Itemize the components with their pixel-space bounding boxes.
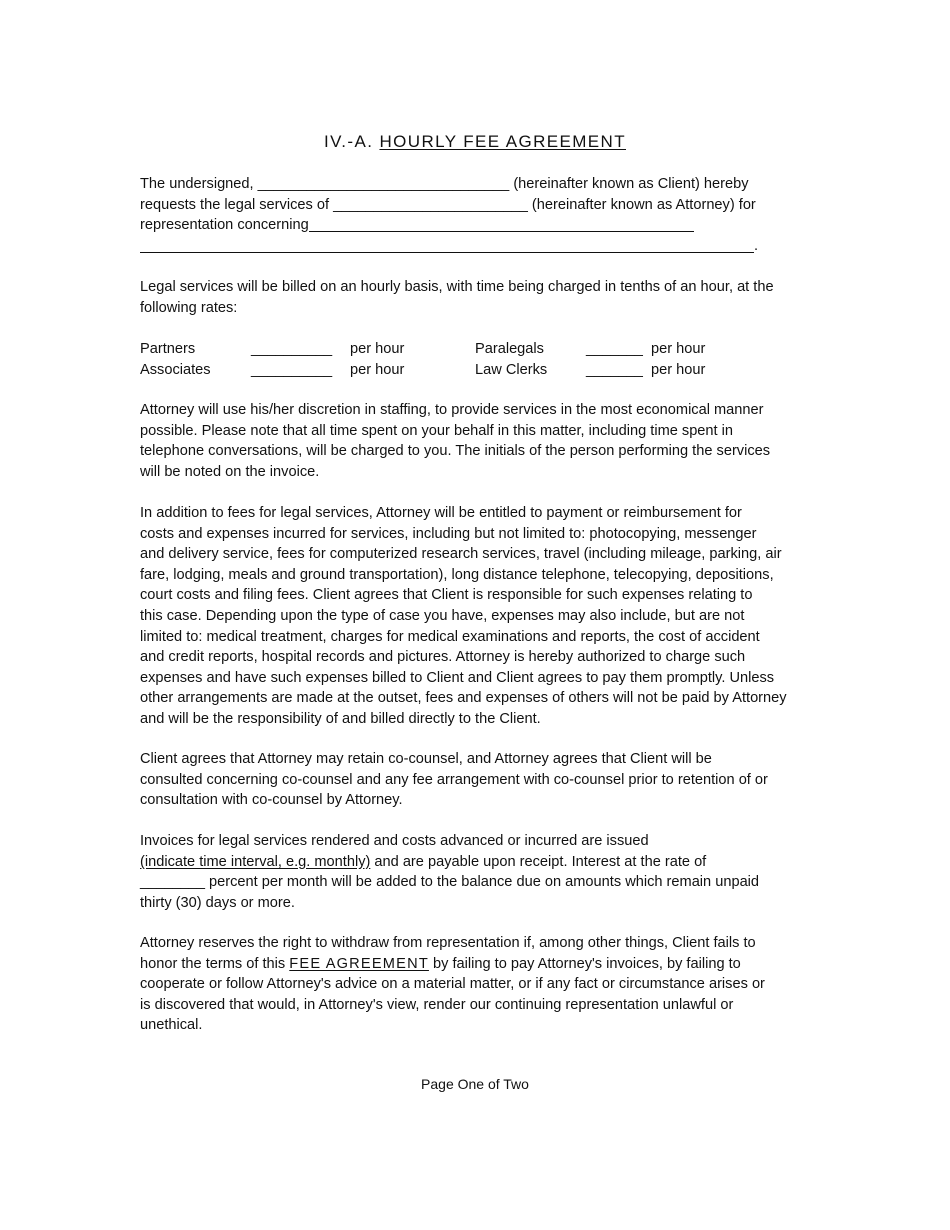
interest-rate-blank[interactable]: ________ — [140, 874, 205, 891]
intro-text: (hereinafter known as Client) hereby — [509, 176, 749, 192]
cocounsel-line: Client agrees that Attorney may retain co-counsel, and Attorney agrees that Client will be — [140, 751, 712, 767]
invoices-text: and are payable upon receipt. Interest at the rate of — [370, 853, 707, 870]
withdraw-text: honor the terms of this — [140, 955, 290, 972]
withdraw-line: is discovered that would, in Attorney's view, render our continuing representation unlawful or — [140, 996, 734, 1013]
rate-unit: per hour — [651, 341, 706, 357]
expenses-line: and will be the responsibility of and billed directly to the Client. — [140, 710, 541, 727]
rate-blank[interactable]: _______ — [586, 341, 643, 357]
title-main: HOURLY FEE AGREEMENT — [379, 132, 626, 151]
rate-role: Partners — [140, 341, 196, 357]
staffing-line: Attorney will use his/her discretion in staffing, to provide services in the most economical manner — [140, 402, 764, 418]
expenses-line: this case. Depending upon the type of case you have, expenses may also include, but are not — [140, 607, 745, 624]
staffing-line: telephone conversations, will be charged to you. The initials of the person performing the services — [140, 443, 771, 460]
expenses-line: limited to: medical treatment, charges for medical examinations and reports, the cost of accident — [140, 628, 760, 645]
intro-text: requests the legal services of — [140, 196, 334, 213]
rates-table — [140, 339, 820, 380]
cocounsel-line: consulted concerning co-counsel and any fee arrangement with co-counsel prior to retention of or — [140, 771, 768, 788]
expenses-line: expenses and have such expenses billed to Client and Client agrees to pay them promptly. Unless — [140, 669, 775, 686]
cocounsel-line: consultation with co-counsel by Attorney. — [140, 792, 403, 809]
rate-role: Associates — [140, 361, 211, 378]
rate-row — [140, 360, 820, 381]
intro-text: (hereinafter known as Attorney) for — [527, 196, 756, 213]
rate-role: Paralegals — [475, 341, 544, 357]
rate-unit: per hour — [350, 341, 405, 357]
invoices-line: thirty (30) days or more. — [140, 894, 295, 911]
staffing-paragraph — [140, 400, 815, 482]
expenses-line: In addition to fees for legal services, Attorney will be entitled to payment or reimbursement for — [140, 505, 742, 521]
fee-agreement-reference: FEE AGREEMENT — [289, 955, 429, 972]
invoices-line: Invoices for legal services rendered and costs advanced or incurred are issued — [140, 833, 649, 849]
rate-blank[interactable]: __________ — [251, 341, 333, 357]
rate-blank[interactable]: _______ — [586, 361, 643, 378]
withdraw-text: by failing to pay Attorney's invoices, by failing to — [428, 955, 741, 972]
rate-blank[interactable]: __________ — [251, 361, 333, 378]
billing-line: Legal services will be billed on an hourly basis, with time being charged in tenths of an hour, at the — [140, 279, 774, 295]
withdraw-line: Attorney reserves the right to withdraw from representation if, among other things, Client fails to — [140, 935, 756, 951]
staffing-line: will be noted on the invoice. — [140, 463, 320, 480]
rate-role: Law Clerks — [475, 361, 548, 378]
staffing-line: possible. Please note that all time spent on your behalf in this matter, including time spent in — [140, 422, 734, 439]
intro-text: representation concerning — [140, 217, 309, 234]
representation-blank-continued[interactable] — [140, 238, 754, 253]
document-title — [0, 132, 950, 152]
intro-text: The undersigned, — [140, 176, 258, 192]
cocounsel-paragraph — [140, 749, 815, 811]
invoices-paragraph — [140, 831, 815, 913]
expenses-line: court costs and filing fees. Client agrees that Client is responsible for such expenses relating to — [140, 587, 753, 604]
title-prefix: IV.-A. — [323, 132, 380, 151]
expenses-paragraph — [140, 503, 815, 730]
expenses-line: and credit reports, hospital records and pictures. Attorney is hereby authorized to charge such — [140, 649, 746, 666]
time-interval-field[interactable]: (indicate time interval, e.g. monthly) — [140, 853, 371, 870]
withdraw-line: unethical. — [140, 1017, 203, 1034]
expenses-line: and delivery service, fees for computerized research services, travel (including mileage, parking, air — [140, 546, 782, 563]
withdraw-line: cooperate or follow Attorney's advice on a material matter, or if any fact or circumstance arises or — [140, 976, 765, 993]
expenses-line: costs and expenses incurred for services, including but not limited to: photocopying, messenger — [140, 525, 757, 542]
attorney-name-blank[interactable]: ________________________ — [333, 196, 528, 213]
expenses-line: other arrangements are made at the outset, fees and expenses of others will not be paid by Attorney — [140, 690, 787, 707]
expenses-line: fare, lodging, meals and ground transportation), long distance telephone, telecopying, depositions, — [140, 566, 774, 583]
rate-unit: per hour — [651, 361, 706, 378]
billing-paragraph — [140, 277, 815, 318]
intro-paragraph — [140, 174, 815, 256]
withdraw-paragraph — [140, 933, 815, 1036]
representation-blank[interactable] — [309, 217, 694, 232]
page-footer: Page One of Two — [421, 1076, 529, 1092]
billing-line: following rates: — [140, 299, 238, 316]
invoices-text: percent per month will be added to the balance due on amounts which remain unpaid — [204, 874, 760, 891]
client-name-blank[interactable]: _______________________________ — [257, 176, 510, 192]
rate-row — [140, 339, 820, 360]
intro-period: . — [754, 237, 759, 254]
rate-unit: per hour — [350, 361, 405, 378]
